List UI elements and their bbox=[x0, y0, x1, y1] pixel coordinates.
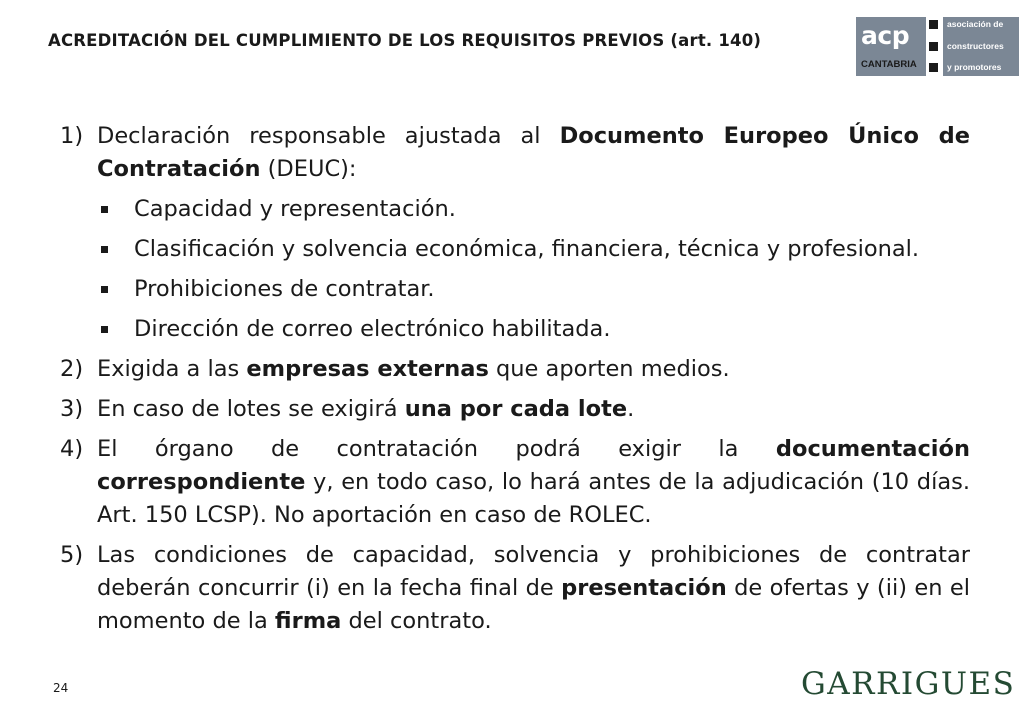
list-item bbox=[60, 120, 970, 186]
sub-bullet-item bbox=[97, 233, 970, 266]
item-text: de ofertas y (ii) en el momento de la bbox=[97, 575, 970, 634]
emphasis-text: presentación bbox=[561, 575, 727, 601]
acp-logo-tagline bbox=[943, 17, 1019, 76]
square-bullet-icon bbox=[101, 206, 108, 213]
acp-logo-square-1 bbox=[929, 20, 938, 29]
list-item bbox=[60, 433, 970, 532]
acp-logo-line-1: asociación de bbox=[947, 19, 1004, 29]
list-item-number: 3) bbox=[60, 396, 84, 422]
sub-bullet-item bbox=[97, 313, 970, 346]
list-item bbox=[60, 539, 970, 638]
garrigues-logo: GARRIGUES bbox=[801, 666, 1016, 702]
list-item-number: 5) bbox=[60, 542, 84, 568]
item-text: del contrato. bbox=[341, 608, 492, 634]
emphasis-text: Documento Europeo Único de Contratación bbox=[97, 123, 970, 182]
sub-bullet-item bbox=[97, 273, 970, 306]
item-text: El órgano de contratación podrá exigir la bbox=[97, 436, 776, 462]
sub-bullet-list bbox=[60, 193, 970, 346]
list-item bbox=[60, 353, 970, 386]
acp-logo-line-3: y promotores bbox=[947, 62, 1002, 72]
slide-title: ACREDITACIÓN DEL CUMPLIMIENTO DE LOS REQUISITOS PREVIOS (art. 140) bbox=[48, 31, 762, 50]
emphasis-text: una por cada lote bbox=[404, 396, 628, 422]
acp-logo-region: CANTABRIA bbox=[861, 59, 917, 70]
square-bullet-icon bbox=[101, 246, 108, 253]
page-number: 24 bbox=[53, 681, 69, 695]
acp-logo-square-3 bbox=[929, 63, 938, 72]
item-text: En caso de lotes se exigirá bbox=[97, 396, 405, 422]
acp-logo-line-2: constructores bbox=[947, 41, 1004, 51]
sub-bullet-text: Dirección de correo electrónico habilitada. bbox=[134, 316, 611, 342]
list-item-number: 1) bbox=[60, 123, 84, 149]
list-item-number: 2) bbox=[60, 356, 84, 382]
item-text: Exigida a las bbox=[97, 356, 247, 382]
item-text: Declaración responsable ajustada al bbox=[97, 123, 560, 149]
item-text: (DEUC): bbox=[260, 156, 357, 182]
acp-logo-box bbox=[856, 17, 926, 76]
acp-cantabria-logo bbox=[856, 17, 1019, 76]
acp-logo-word: acp bbox=[861, 21, 910, 50]
item-text: que aporten medios. bbox=[488, 356, 730, 382]
requirements-list bbox=[60, 120, 970, 638]
item-text: Las condiciones de capacidad, solvencia y prohibiciones de contratar deberán concurrir (i) en la fecha final de bbox=[97, 542, 970, 601]
emphasis-text: empresas externas bbox=[246, 356, 489, 382]
item-text: y, en todo caso, lo hará antes de la adjudicación (10 días. Art. 150 LCSP). No aportación en caso de ROLEC. bbox=[97, 469, 970, 528]
sub-bullet-text: Prohibiciones de contratar. bbox=[134, 276, 435, 302]
emphasis-text: firma bbox=[274, 608, 342, 634]
sub-bullet-text: Clasificación y solvencia económica, financiera, técnica y profesional. bbox=[134, 236, 920, 262]
sub-bullet-text: Capacidad y representación. bbox=[134, 196, 456, 222]
list-item bbox=[60, 393, 970, 426]
list-item-number: 4) bbox=[60, 436, 84, 462]
item-text: . bbox=[627, 396, 635, 422]
emphasis-text: documentación correspondiente bbox=[97, 436, 970, 495]
acp-logo-square-2 bbox=[929, 42, 938, 51]
square-bullet-icon bbox=[101, 326, 108, 333]
square-bullet-icon bbox=[101, 286, 108, 293]
sub-bullet-item bbox=[97, 193, 970, 226]
